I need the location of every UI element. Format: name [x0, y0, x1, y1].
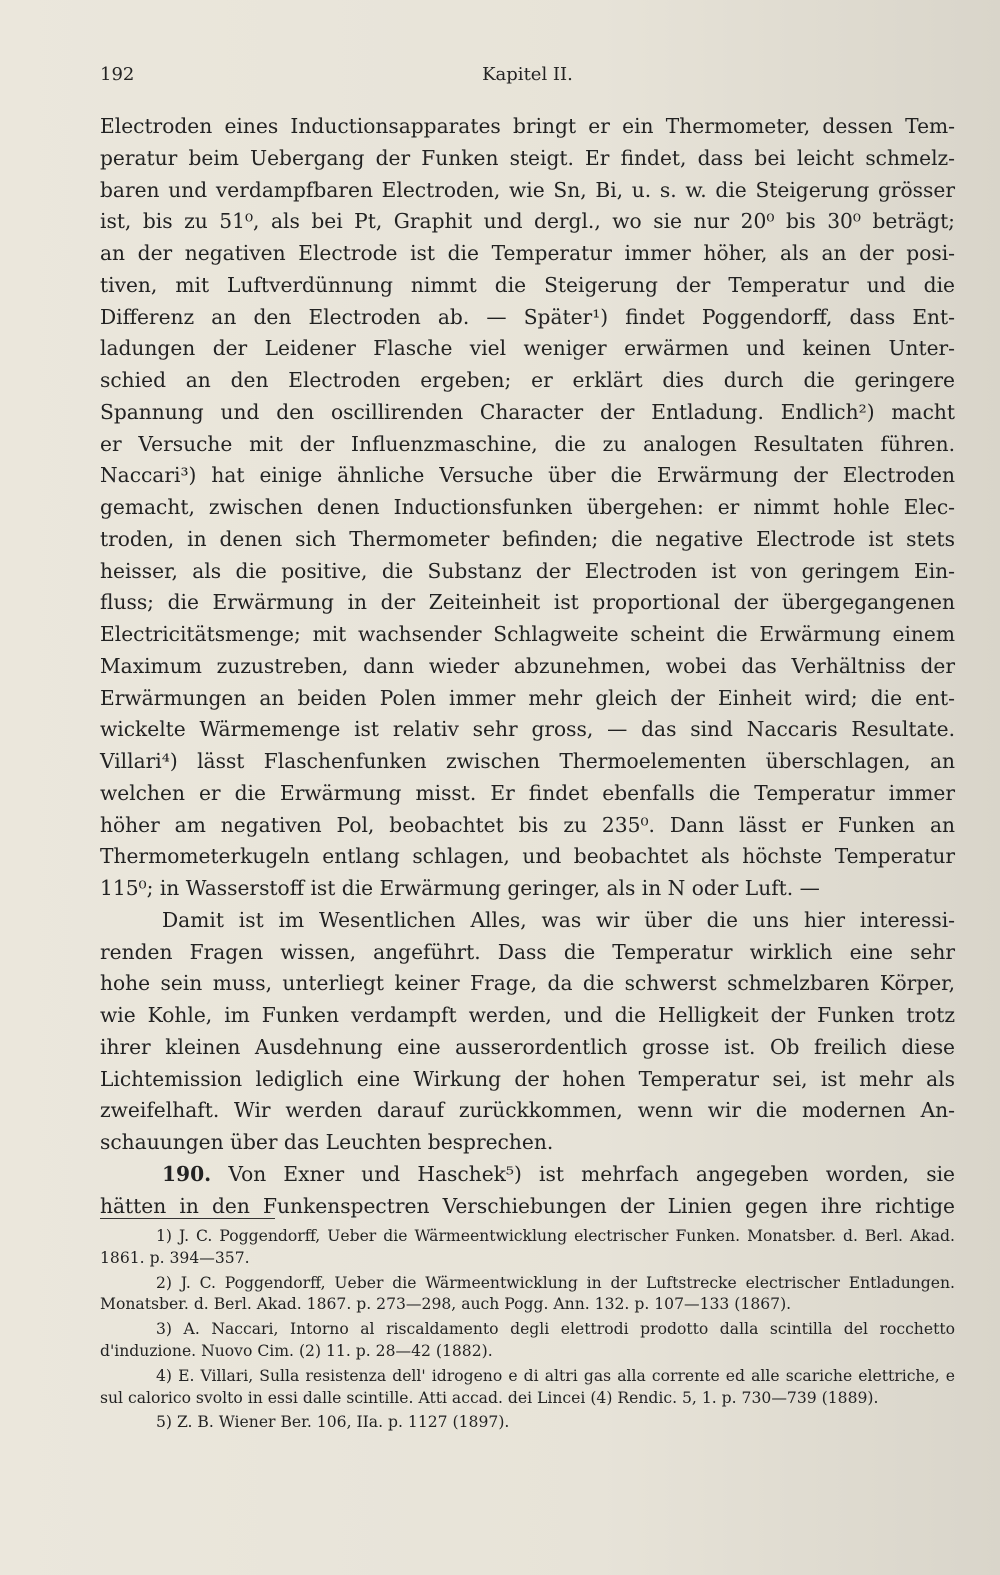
text-line: Damit ist im Wesentlichen Alles, was wir über die uns hier interessi-	[162, 907, 955, 932]
text-line: peratur beim Uebergang der Funken steigt. Er findet, dass bei leicht schmelz-	[100, 145, 955, 170]
text-line: höher am negativen Pol, beobachtet bis zu 235⁰. Dann lässt er Funken an	[100, 812, 955, 837]
body-text	[100, 111, 955, 1222]
section-number: 190.	[162, 1161, 212, 1186]
text-line: 115⁰; in Wasserstoff ist die Erwärmung geringer, als in N oder Luft. —	[100, 876, 820, 900]
text-line: Erwärmungen an beiden Polen immer mehr gleich der Einheit wird; die ent-	[100, 685, 955, 710]
text-line: fluss; die Erwärmung in der Zeiteinheit ist proportional der übergegangenen	[100, 590, 955, 615]
text-line: Spannung und den oscillirenden Character der Entladung. Endlich²) macht	[100, 399, 955, 424]
footnote-divider	[100, 1218, 275, 1219]
text-line: gemacht, zwischen denen Inductionsfunken übergehen: er nimmt hohle Elec-	[100, 495, 955, 519]
text-line: schied an den Electroden ergeben; er erklärt dies durch die geringere	[100, 368, 955, 392]
page-header	[100, 64, 955, 92]
text-line: ist, bis zu 51⁰, als bei Pt, Graphit und dergl., wo sie nur 20⁰ bis 30⁰ beträgt;	[100, 209, 955, 234]
text-line: er Versuche mit der Influenzmaschine, die zu analogen Resultaten führen.	[100, 431, 955, 456]
text-line: Lichtemission lediglich eine Wirkung der hohen Temperatur sei, ist mehr als	[100, 1066, 955, 1091]
running-head: Kapitel II.	[482, 64, 573, 85]
text-line: Villari⁴) lässt Flaschenfunken zwischen Thermoelementen überschlagen, an	[100, 749, 955, 773]
text-line: Electricitätsmenge; mit wachsender Schlagweite scheint die Erwärmung einem	[100, 622, 955, 646]
text-line: ihrer kleinen Ausdehnung eine ausserordentlich grosse ist. Ob freilich diese	[100, 1034, 955, 1059]
text-line: baren und verdampfbaren Electroden, wie Sn, Bi, u. s. w. die Steigerung grösser	[100, 177, 955, 202]
text-line: wie Kohle, im Funken verdampft werden, und die Helligkeit der Funken trotz	[100, 1003, 955, 1027]
footnotes	[100, 1226, 955, 1437]
text-line: hohe sein muss, unterliegt keiner Frage, da die schwerst schmelzbaren Körper,	[100, 971, 955, 996]
footnote: 4) E. Villari, Sulla resistenza dell' idrogeno e di altri gas alla corrente ed alle scariche elettriche, e sul calorico svolto in essi dalle scintille. Atti accad. dei Lincei (4) Rendic. 5, 1. p. 730—739 (1889).	[100, 1366, 955, 1407]
text-line: zweifelhaft. Wir werden darauf zurückkommen, wenn wir die modernen An-	[100, 1098, 955, 1123]
text-line: Naccari³) hat einige ähnliche Versuche über die Erwärmung der Electroden	[100, 463, 955, 488]
text-line: troden, in denen sich Thermometer befinden; die negative Electrode ist stets	[100, 526, 955, 551]
footnote: 5) Z. B. Wiener Ber. 106, IIa. p. 1127 (1897).	[156, 1413, 510, 1432]
section-190-line	[100, 1159, 955, 1191]
footnote: 2) J. C. Poggendorff, Ueber die Wärmeentwicklung in der Luftstrecke electrischer Entladungen. Monatsber. d. Berl. Akad. 1867. p. 273—298, auch Pogg. Ann. 132. p. 107—133 (1867).	[100, 1273, 955, 1314]
text-line: Differenz an den Electroden ab. — Später¹) findet Poggendorff, dass Ent-	[100, 304, 955, 329]
text-line: Thermometerkugeln entlang schlagen, und beobachtet als höchste Temperatur	[100, 844, 955, 869]
text-line: heisser, als die positive, die Substanz der Electroden ist von geringem Ein-	[100, 558, 955, 583]
text-line: Maximum zuzustreben, dann wieder abzunehmen, wobei das Verhältniss der	[100, 653, 955, 678]
section-text: Von Exner und Haschek⁵) ist mehrfach angegeben worden, sie	[228, 1161, 956, 1186]
text-line: welchen er die Erwärmung misst. Er findet ebenfalls die Temperatur immer	[100, 780, 955, 805]
text-line: wickelte Wärmemenge ist relativ sehr gross, — das sind Naccaris Resultate.	[100, 717, 955, 742]
text-line: renden Fragen wissen, angeführt. Dass die Temperatur wirklich eine sehr	[100, 939, 955, 964]
text-line: an der negativen Electrode ist die Temperatur immer höher, als an der posi-	[100, 241, 955, 265]
footnote: 1) J. C. Poggendorff, Ueber die Wärmeentwicklung electrischer Funken. Monatsber. d. Berl. Akad. 1861. p. 394—357.	[100, 1227, 955, 1267]
page-number: 192	[100, 64, 135, 85]
text-line: hätten in den Funkenspectren Verschiebungen der Linien gegen ihre richtige	[100, 1193, 955, 1218]
text-line: schauungen über das Leuchten besprechen.	[100, 1130, 554, 1154]
text-line: Electroden eines Inductionsapparates bringt er ein Thermometer, dessen Tem-	[100, 114, 955, 138]
text-line: ladungen der Leidener Flasche viel weniger erwärmen und keinen Unter-	[100, 336, 955, 361]
text-line: tiven, mit Luftverdünnung nimmt die Steigerung der Temperatur und die	[100, 272, 955, 297]
footnote: 3) A. Naccari, Intorno al riscaldamento degli elettrodi prodotto dalla scintilla del rocchetto d'induzione. Nuovo Cim. (2) 11. p. 28—42 (1882).	[100, 1320, 955, 1360]
